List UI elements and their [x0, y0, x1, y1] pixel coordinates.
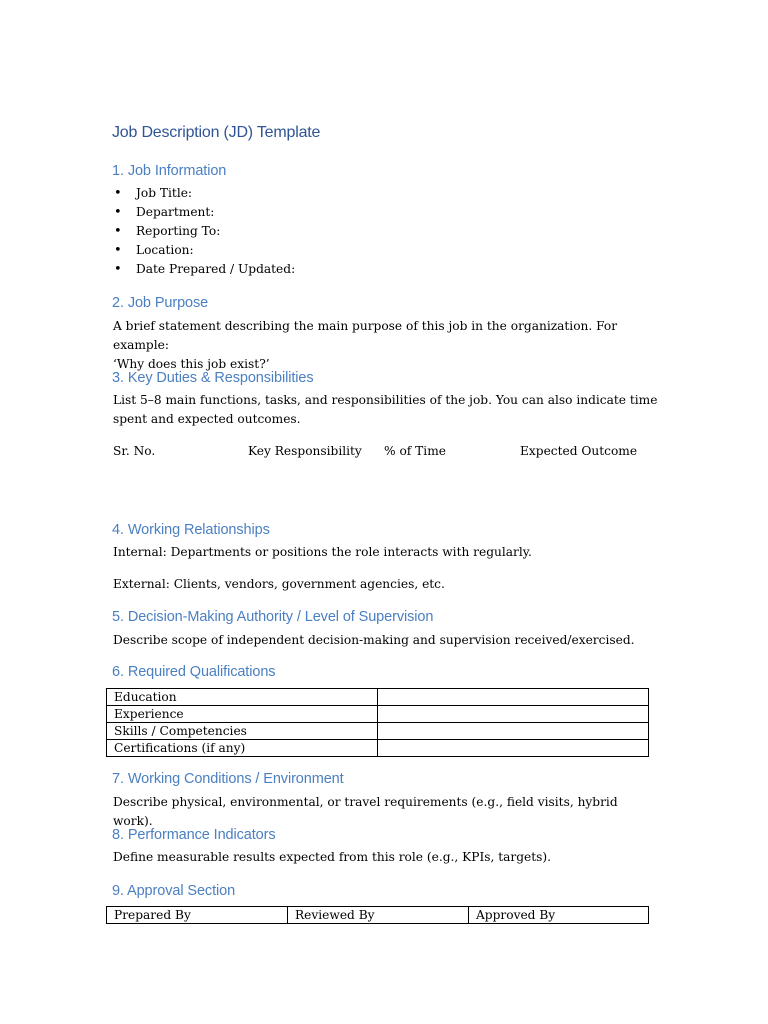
table-row — [107, 723, 649, 740]
document-title: Job Description (JD) Template — [112, 124, 321, 141]
heading-approval-section: 9. Approval Section — [112, 883, 236, 899]
approval-table — [106, 906, 649, 924]
heading-working-conditions: 7. Working Conditions / Environment — [112, 771, 344, 787]
heading-working-relationships: 4. Working Relationships — [112, 522, 270, 538]
job-purpose-text: A brief statement describing the main purpose of this job in the organization. For example: ‘Why does this job exist?’ — [113, 319, 618, 371]
qualification-value[interactable] — [378, 740, 649, 757]
list-item: • Job Title: — [114, 186, 193, 201]
bullet-icon: • — [114, 205, 122, 220]
table-row — [107, 740, 649, 757]
external-relationships-text: External: Clients, vendors, government agencies, etc. — [113, 577, 445, 591]
duties-column-percent-time: % of Time — [384, 444, 446, 458]
list-item: • Location: — [114, 243, 194, 258]
heading-job-purpose: 2. Job Purpose — [112, 295, 209, 311]
duties-column-expected-outcome: Expected Outcome — [520, 444, 638, 458]
qualification-label: Education — [107, 689, 378, 706]
table-row — [107, 689, 649, 706]
decision-making-text: Describe scope of independent decision-making and supervision received/exercised. — [113, 633, 635, 647]
internal-relationships-text: Internal: Departments or positions the role interacts with regularly. — [113, 545, 532, 559]
qualifications-table — [106, 688, 649, 757]
duties-column-sr-no: Sr. No. — [113, 444, 156, 458]
qualification-label: Experience — [107, 706, 378, 723]
qualification-label: Skills / Competencies — [107, 723, 378, 740]
duties-column-responsibility: Key Responsibility — [248, 444, 362, 458]
list-item: • Department: — [114, 205, 215, 220]
approval-approved-by: Approved By — [469, 907, 649, 924]
approval-reviewed-by: Reviewed By — [288, 907, 469, 924]
table-row — [107, 907, 649, 924]
heading-qualifications: 6. Required Qualifications — [112, 664, 276, 680]
list-item: • Date Prepared / Updated: — [114, 262, 296, 277]
qualification-label: Certifications (if any) — [107, 740, 378, 757]
key-duties-text: List 5–8 main functions, tasks, and responsibilities of the job. You can also indicate time spent and expected outcomes. — [113, 393, 658, 426]
performance-indicators-text: Define measurable results expected from this role (e.g., KPIs, targets). — [113, 850, 552, 864]
job-information-list — [113, 184, 295, 279]
qualification-value[interactable] — [378, 706, 649, 723]
qualification-value[interactable] — [378, 723, 649, 740]
list-item: • Reporting To: — [114, 224, 221, 239]
working-conditions-text: Describe physical, environmental, or travel requirements (e.g., field visits, hybrid work). — [113, 795, 618, 828]
heading-job-information: 1. Job Information — [112, 163, 227, 179]
qualification-value[interactable] — [378, 689, 649, 706]
table-row — [107, 706, 649, 723]
heading-performance-indicators: 8. Performance Indicators — [112, 827, 276, 843]
bullet-icon: • — [114, 243, 122, 258]
heading-key-duties: 3. Key Duties & Responsibilities — [112, 370, 314, 386]
bullet-icon: • — [114, 262, 122, 277]
heading-decision-making: 5. Decision-Making Authority / Level of Supervision — [112, 609, 434, 625]
approval-prepared-by: Prepared By — [107, 907, 288, 924]
bullet-icon: • — [114, 224, 122, 239]
bullet-icon: • — [114, 186, 122, 201]
